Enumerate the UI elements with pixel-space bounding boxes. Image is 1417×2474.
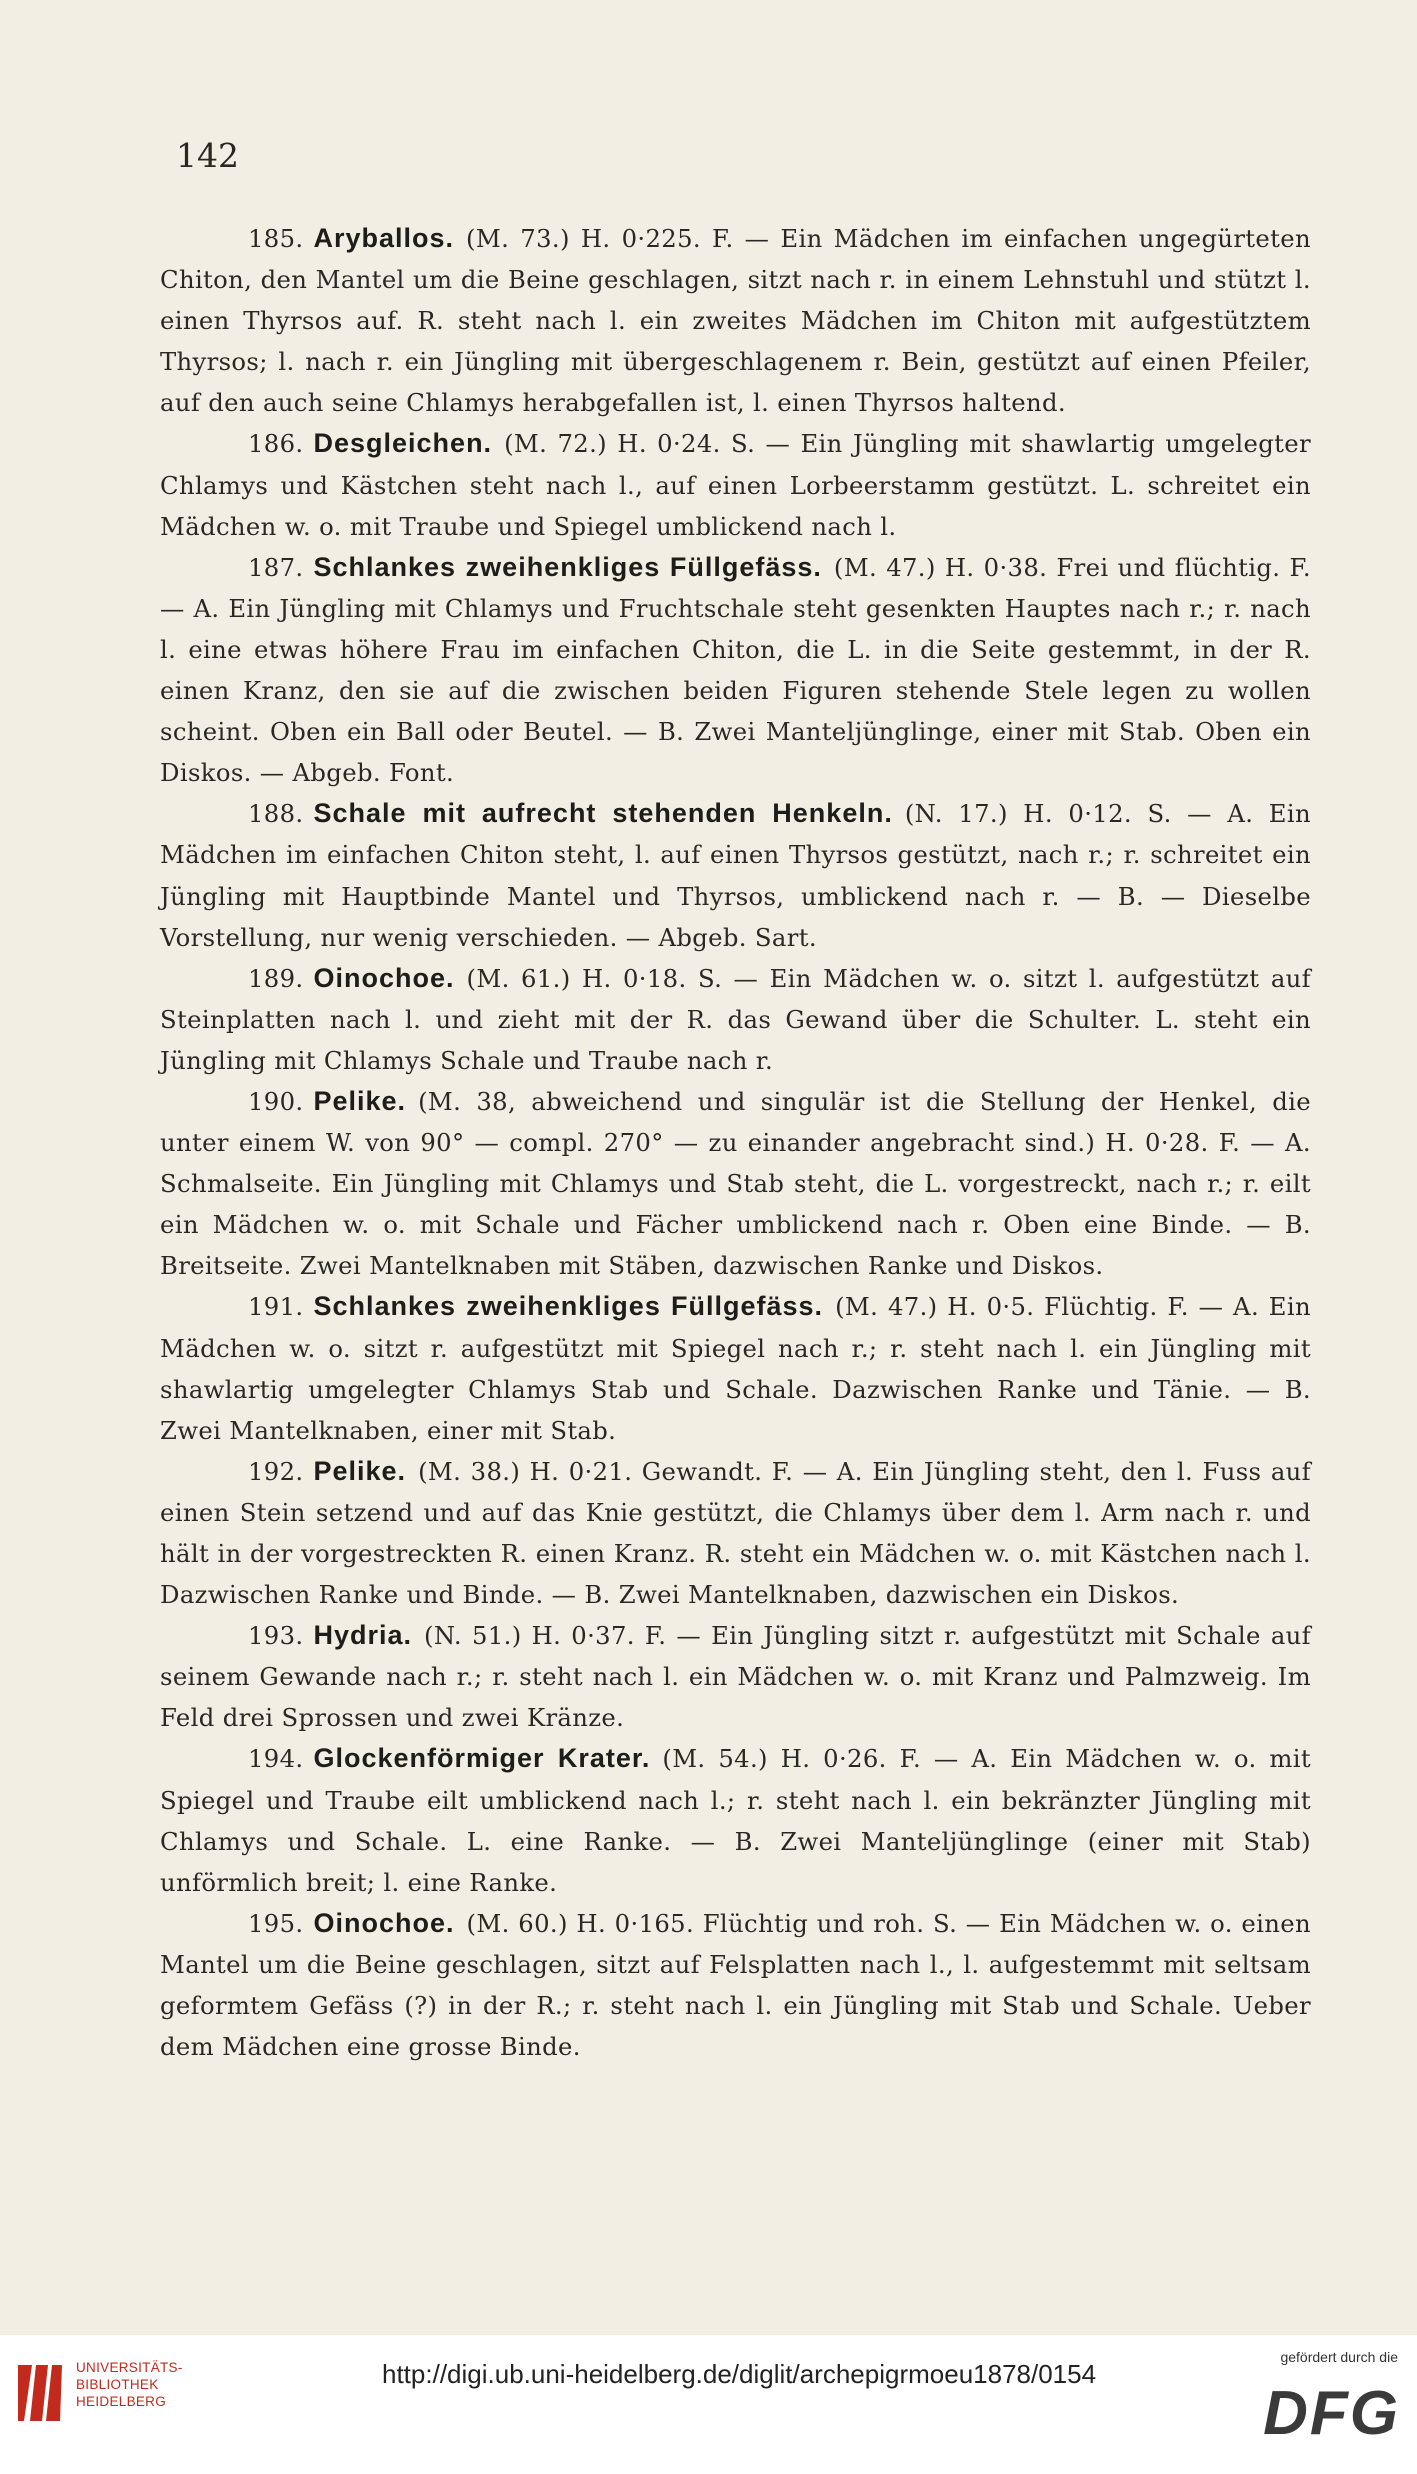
- catalogue-entry: [160, 958, 1311, 1081]
- entry-text: (M. 54.) H. 0·26. F. — A. Ein Mädchen w. o. mit Spiegel und Traube eilt umblickend nach l.; r. steht nach l. ein bekränzter Jüngling mit Chlamys und Schale. L. eine Ranke. — B. Zwei Manteljünglinge (einer mit Stab) unförmlich breit; l. eine Ranke.: [160, 1744, 1311, 1897]
- dfg-logo: DFG: [1263, 2379, 1400, 2448]
- catalogue-entry: [160, 1738, 1311, 1902]
- entry-text: (N. 51.) H. 0·37. F. — Ein Jüngling sitzt r. aufgestützt mit Schale auf seinem Gewande nach r.; r. steht nach l. ein Mädchen w. o. mit Kranz und Palmzweig. Im Feld drei Sprossen und zwei Kränze.: [160, 1621, 1311, 1733]
- library-name-line: BIBLIOTHEK: [76, 2377, 159, 2392]
- entry-title: Desgleichen.: [313, 428, 493, 459]
- entry-text: (M. 73.) H. 0·225. F. — Ein Mädchen im einfachen ungegürteten Chiton, den Mantel um die Beine geschlagen, sitzt nach r. in einem Lehnstuhl und stützt l. einen Thyrsos auf. R. steht nach l. ein zweites Mädchen im Chiton mit aufgestütztem Thyrsos; l. nach r. ein Jüngling mit übergeschlagenem r. Bein, gestützt auf einen Pfeiler, auf den auch seine Chlamys herabgefallen ist, l. einen Thyrsos haltend.: [160, 224, 1311, 418]
- entry-title: Pelike.: [313, 1455, 407, 1486]
- entry-number: 190.: [248, 1086, 304, 1116]
- library-emblem-icon: [14, 2359, 66, 2427]
- entry-text: (M. 61.) H. 0·18. S. — Ein Mädchen w. o. sitzt l. aufgestützt auf Steinplatten nach l. und zieht mit der R. das Gewand über die Schulter. L. steht ein Jüngling mit Chlamys Schale und Traube nach r.: [160, 963, 1311, 1075]
- library-name-line: HEIDELBERG: [76, 2394, 167, 2409]
- entry-text: (M. 60.) H. 0·165. Flüchtig und roh. S. — Ein Mädchen w. o. einen Mantel um die Beine geschlagen, sitzt auf Felsplatten nach l., l. aufgestemmt mit seltsam geformtem Gefäss (?) in der R.; r. steht nach l. ein Jüngling mit Stab und Schale. Ueber dem Mädchen eine grosse Binde.: [160, 1908, 1311, 2062]
- catalogue-entry: [160, 423, 1311, 546]
- catalogue-entry: [160, 218, 1311, 423]
- entry-number: 185.: [248, 224, 304, 253]
- entry-number: 187.: [248, 552, 304, 582]
- funder-logo: [1210, 2349, 1400, 2459]
- entry-title: Pelike.: [313, 1085, 407, 1116]
- entry-text: (M. 38, abweichend und singulär ist die Stellung der Henkel, die unter einem W. von 90° — compl. 270° — zu einander angebracht sind.) H. 0·28. F. — A. Schmalseite. Ein Jüngling mit Chlamys und Stab steht, die L. vorgestreckt, nach r.; r. eilt ein Mädchen w. o. mit Schale und Fächer umblickend nach r. Oben eine Binde. — B. Breitseite. Zwei Mantelknaben mit Stäben, dazwischen Ranke und Diskos.: [160, 1086, 1311, 1281]
- catalogue-entry: [160, 1451, 1311, 1615]
- entry-number: 188.: [248, 799, 304, 829]
- entry-number: 195.: [248, 1908, 304, 1938]
- entry-title: Oinochoe.: [313, 1907, 455, 1938]
- permalink-url[interactable]: http://digi.ub.uni-heidelberg.de/diglit/archepigrmoeu1878/0154: [382, 2359, 1097, 2389]
- catalogue-entry: [160, 1286, 1311, 1450]
- funder-note: gefördert durch die: [1280, 2349, 1398, 2365]
- catalogue-entry: [160, 1081, 1311, 1286]
- entry-title: Hydria.: [313, 1620, 413, 1651]
- entry-number: 186.: [248, 429, 304, 459]
- entry-text: (M. 47.) H. 0·5. Flüchtig. F. — A. Ein Mädchen w. o. sitzt r. aufgestützt mit Spiegel nach r.; r. steht nach l. ein Jüngling mit shawlartig umgelegter Chlamys Stab und Schale. Dazwischen Ranke und Tänie. — B. Zwei Mantelknaben, einer mit Stab.: [160, 1292, 1311, 1445]
- entry-title: Aryballos.: [313, 223, 455, 253]
- catalogue-text: [160, 218, 1311, 2067]
- entry-number: 192.: [248, 1456, 304, 1486]
- entry-number: 191.: [248, 1292, 304, 1322]
- entry-number: 193.: [248, 1621, 304, 1651]
- library-name: [76, 2359, 183, 2410]
- entry-number: 189.: [248, 963, 304, 993]
- catalogue-entry: [160, 793, 1311, 957]
- entry-title: Schlankes zweihenkliges Füllgefäss.: [313, 1291, 824, 1322]
- catalogue-entry: [160, 547, 1311, 794]
- entry-text: (M. 47.) H. 0·38. Frei und flüchtig. F. — A. Ein Jüngling mit Chlamys und Fruchtschale steht gesenkten Hauptes nach r.; r. nach l. eine etwas höhere Frau im einfachen Chiton, die L. in die Seite gestemmt, in der R. einen Kranz, den sie auf die zwischen beiden Figuren stehende Stele legen zu wollen scheint. Oben ein Ball oder Beutel. — B. Zwei Manteljünglinge, einer mit Stab. Oben ein Diskos. — Abgeb. Font.: [160, 552, 1311, 788]
- entry-title: Glockenförmiger Krater.: [313, 1743, 651, 1774]
- entry-number: 194.: [248, 1744, 304, 1774]
- digitization-footer: [0, 2335, 1417, 2474]
- entry-text: (N. 17.) H. 0·12. S. — A. Ein Mädchen im einfachen Chiton steht, l. auf einen Thyrsos gestützt, nach r.; r. schreitet ein Jüngling mit Hauptbinde Mantel und Thyrsos, umblickend nach r. — B. — Dieselbe Vorstellung, nur wenig verschieden. — Abgeb. Sart.: [160, 799, 1311, 952]
- library-name-line: UNIVERSITÄTS-: [76, 2360, 183, 2375]
- entry-text: (M. 72.) H. 0·24. S. — Ein Jüngling mit shawlartig umgelegter Chlamys und Kästchen steht nach l., auf einen Lorbeerstamm gestützt. L. schreitet ein Mädchen w. o. mit Traube und Spiegel umblickend nach l.: [160, 429, 1311, 541]
- entry-text: (M. 38.) H. 0·21. Gewandt. F. — A. Ein Jüngling steht, den l. Fuss auf einen Stein setzend und auf das Knie gestützt, die Chlamys über dem l. Arm nach r. und hält in der vorgestreckten R. einen Kranz. R. steht ein Mädchen w. o. mit Kästchen nach l. Dazwischen Ranke und Binde. — B. Zwei Mantelknaben, dazwischen ein Diskos.: [160, 1456, 1311, 1610]
- entry-title: Schale mit aufrecht stehenden Henkeln.: [313, 798, 893, 829]
- catalogue-entry: [160, 1903, 1311, 2067]
- entry-title: Schlankes zweihenkliges Füllgefäss.: [313, 551, 822, 582]
- entry-title: Oinochoe.: [313, 962, 455, 993]
- page-number: 142: [176, 136, 239, 175]
- library-logo: [14, 2355, 184, 2451]
- catalogue-entry: [160, 1615, 1311, 1738]
